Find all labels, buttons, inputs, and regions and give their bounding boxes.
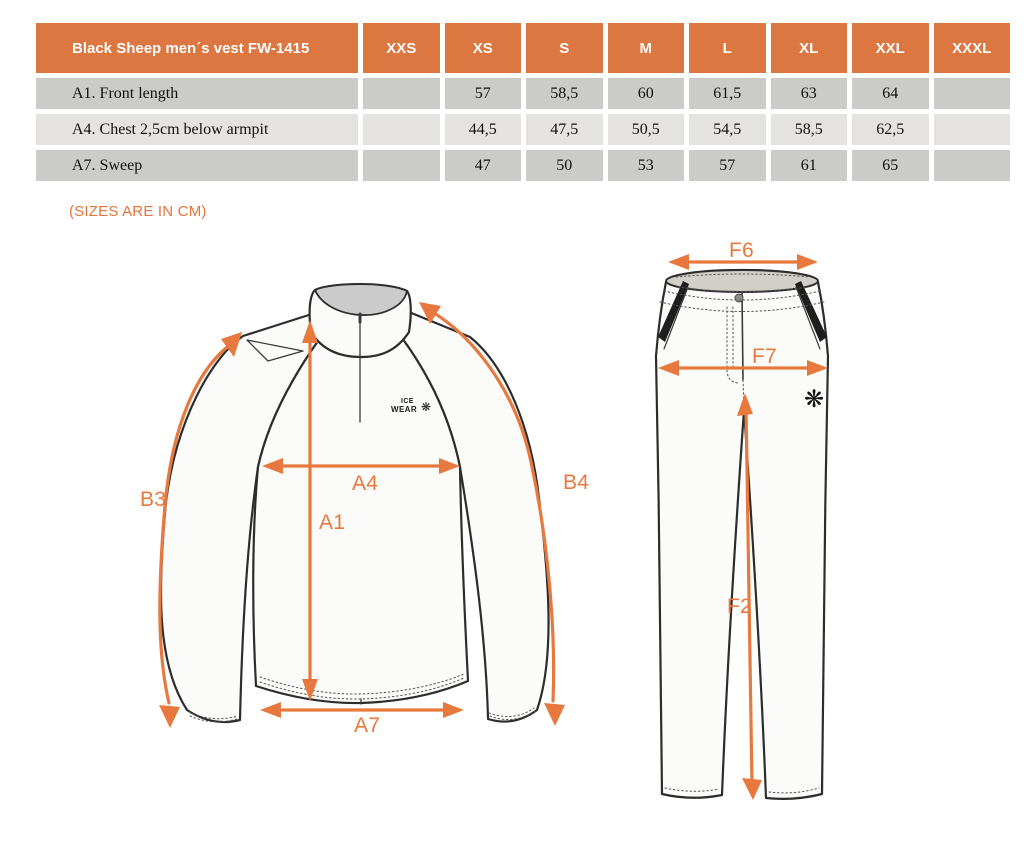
table-cell: 65 (852, 150, 929, 181)
measure-label-f2: F2 (727, 595, 752, 618)
measure-label-b4: B4 (563, 471, 590, 494)
table-cell: 64 (852, 78, 929, 109)
table-cell: 44,5 (445, 114, 522, 145)
table-cell: 63 (771, 78, 848, 109)
snowflake-icon: ❋ (421, 400, 432, 414)
table-cell (363, 150, 440, 181)
measure-label-a4: A4 (352, 472, 379, 495)
table-cell: 58,5 (526, 78, 603, 109)
measure-label-f6: F6 (729, 239, 754, 262)
size-header-xxxl: XXXL (934, 23, 1011, 73)
table-cell: 50,5 (608, 114, 685, 145)
table-cell: 60 (608, 78, 685, 109)
table-cell (363, 114, 440, 145)
size-table (36, 23, 1010, 181)
row-label: A7. Sweep (36, 150, 358, 181)
pants-snowflake-icon: ❋ (804, 386, 825, 413)
size-header-xxl: XXL (852, 23, 929, 73)
table-cell: 58,5 (771, 114, 848, 145)
shirt-logo-line1: ICE (401, 398, 414, 405)
shirt-drawing (161, 284, 549, 722)
size-header-xl: XL (771, 23, 848, 73)
shirt-logo-line2: WEAR (391, 405, 418, 414)
row-label: A1. Front length (36, 78, 358, 109)
shirt-logo (391, 398, 435, 420)
table-title: Black Sheep men´s vest FW-1415 (36, 23, 358, 73)
size-header-l: L (689, 23, 766, 73)
table-cell: 53 (608, 150, 685, 181)
size-header-xs: XS (445, 23, 522, 73)
sizes-note: (SIZES ARE IN CM) (69, 203, 207, 220)
table-cell: 50 (526, 150, 603, 181)
measure-label-a1: A1 (319, 511, 346, 534)
table-cell: 47,5 (526, 114, 603, 145)
size-header-m: M (608, 23, 685, 73)
table-cell (934, 78, 1011, 109)
table-cell: 47 (445, 150, 522, 181)
table-cell: 61,5 (689, 78, 766, 109)
row-label: A4. Chest 2,5cm below armpit (36, 114, 358, 145)
table-cell: 57 (689, 150, 766, 181)
measure-label-f7: F7 (752, 345, 777, 368)
table-cell: 57 (445, 78, 522, 109)
pants-drawing (656, 270, 828, 799)
table-cell (363, 78, 440, 109)
table-cell: 61 (771, 150, 848, 181)
table-cell (934, 150, 1011, 181)
pants-button (735, 294, 743, 302)
table-cell: 62,5 (852, 114, 929, 145)
measure-label-b3: B3 (140, 488, 167, 511)
size-header-s: S (526, 23, 603, 73)
size-header-xxs: XXS (363, 23, 440, 73)
table-cell (934, 114, 1011, 145)
table-cell: 54,5 (689, 114, 766, 145)
measure-label-a7: A7 (354, 714, 381, 737)
